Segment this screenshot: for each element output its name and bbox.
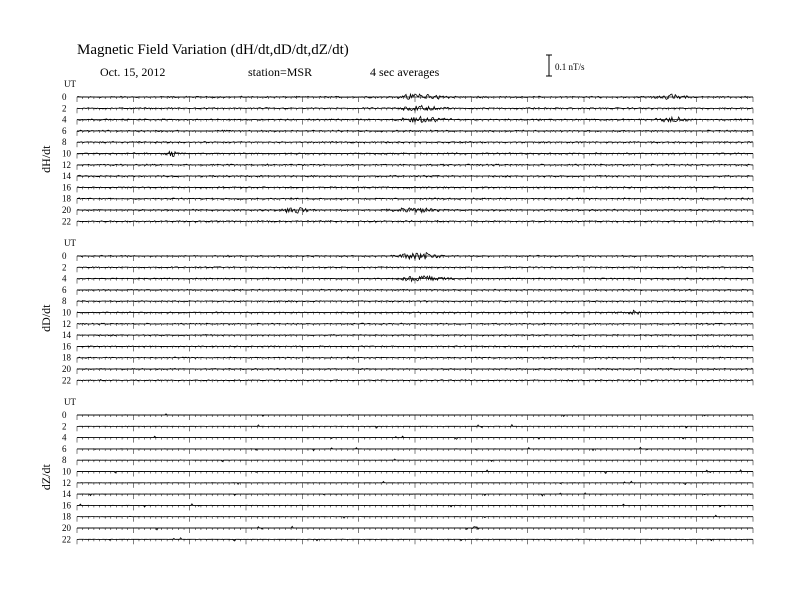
ut-label: UT bbox=[64, 79, 76, 89]
hour-label: 22 bbox=[62, 534, 71, 545]
hour-label: 14 bbox=[62, 171, 71, 182]
panel-ylabel: dZ/dt bbox=[39, 464, 53, 491]
hour-label: 14 bbox=[62, 330, 71, 341]
panel-1 bbox=[39, 79, 753, 226]
scale-bar bbox=[546, 55, 585, 76]
hour-label: 10 bbox=[62, 148, 71, 159]
hour-label: 8 bbox=[62, 296, 67, 307]
hour-label: 4 bbox=[62, 273, 67, 284]
hour-label: 2 bbox=[62, 262, 67, 273]
hour-label: 0 bbox=[62, 251, 67, 261]
hour-label: 2 bbox=[62, 421, 67, 432]
station-label: station=MSR bbox=[248, 65, 313, 79]
hour-label: 6 bbox=[62, 125, 67, 136]
hour-label: 20 bbox=[62, 364, 71, 374]
hour-label: 16 bbox=[62, 341, 71, 352]
scale-bar-label: 0.1 nT/s bbox=[555, 62, 585, 72]
hour-label: 14 bbox=[62, 489, 71, 500]
date-label: Oct. 15, 2012 bbox=[100, 65, 166, 79]
ut-label: UT bbox=[64, 238, 76, 248]
hour-label: 20 bbox=[62, 205, 71, 215]
averaging-label: 4 sec averages bbox=[370, 65, 440, 79]
hour-label: 18 bbox=[62, 352, 71, 363]
panel-3 bbox=[39, 397, 753, 544]
panel-ylabel: dD/dt bbox=[39, 304, 53, 332]
hour-label: 16 bbox=[62, 182, 71, 193]
hour-label: 18 bbox=[62, 193, 71, 204]
chart-title: Magnetic Field Variation (dH/dt,dD/dt,dZ/dt) bbox=[77, 42, 349, 58]
hour-label: 0 bbox=[62, 92, 67, 102]
hour-label: 12 bbox=[62, 477, 71, 488]
hour-label: 16 bbox=[62, 500, 71, 511]
panel-ylabel: dH/dt bbox=[39, 145, 53, 173]
hour-label: 10 bbox=[62, 307, 71, 318]
hour-label: 4 bbox=[62, 114, 67, 125]
trace-line bbox=[77, 346, 753, 347]
hour-label: 6 bbox=[62, 284, 67, 295]
hour-label: 2 bbox=[62, 103, 67, 114]
panel-2 bbox=[39, 238, 753, 385]
hour-label: 8 bbox=[62, 137, 67, 148]
hour-label: 18 bbox=[62, 511, 71, 522]
hour-label: 12 bbox=[62, 318, 71, 329]
hour-label: 6 bbox=[62, 443, 67, 454]
hour-label: 20 bbox=[62, 523, 71, 533]
hour-label: 22 bbox=[62, 216, 71, 227]
hour-label: 10 bbox=[62, 466, 71, 477]
hour-label: 8 bbox=[62, 455, 67, 466]
ut-label: UT bbox=[64, 397, 76, 407]
hour-label: 12 bbox=[62, 159, 71, 170]
panels-group bbox=[39, 79, 753, 544]
hour-label: 0 bbox=[62, 410, 67, 420]
hour-label: 22 bbox=[62, 375, 71, 386]
hour-label: 4 bbox=[62, 432, 67, 443]
